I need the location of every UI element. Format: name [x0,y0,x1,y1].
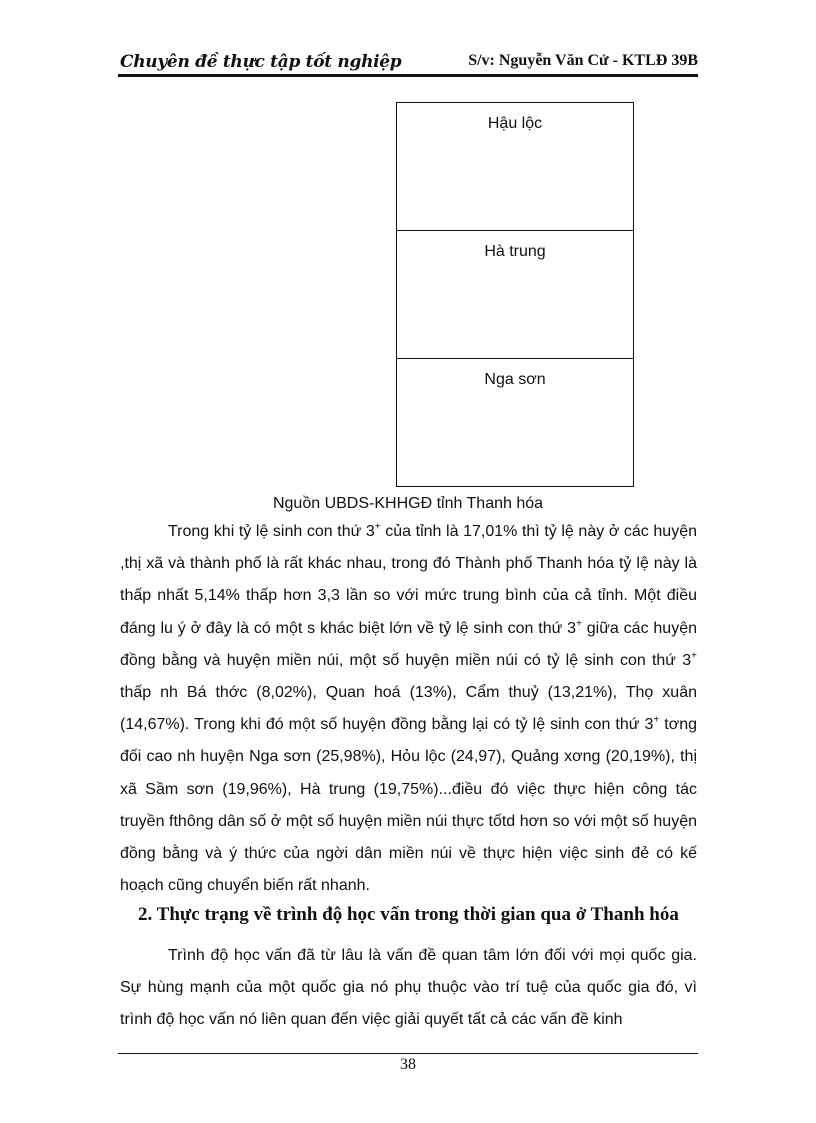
section-heading: 2. Thực trạng về trình độ học vấn trong thời gian qua ở Thanh hóa [138,904,679,925]
header-left-title: Chuyên đề thực tập tốt nghiệp [120,52,402,72]
paragraph2-text: Trình độ học vấn đã từ lâu là vấn đề quan tâm lớn đối với mọi quốc gia. Sự hùng mạnh của một quốc gia nó phụ thuộc vào trí tuệ của quốc gia đó, vì trình độ học vấn nó liên quan đến việc giải quyết tất cả các vấn đề kinh [120,947,697,1029]
source-caption: Nguồn UBDS-KHHGĐ tỉnh Thanh hóa [272,495,544,512]
superscript-plus: + [691,650,697,662]
paragraph1-part3: giữa các huyện đồng bằng và huyện miền núi, một số huyện miền núi có tỷ lệ sinh con thứ 3 [120,619,698,669]
paragraph-birth-rate [120,516,697,902]
superscript-plus: + [653,714,660,726]
paragraph1-part2: của tỉnh là 17,01% thì tỷ lệ này ở các huyện ,thị xã và thành phố là rất khác nhau, trong đó Thành phố Thanh hóa tỷ lệ này là thấp nhất 5,14% thấp hơn 3,3 lần so với mức trung bình của cả tỉnh. Một điều đáng lu ý ở đây là có một s khác biệt lớn về tỷ lệ sinh con thứ 3 [120,523,697,637]
header-right-title: S/v: Nguyễn Văn Cử - KTLĐ 39B [468,52,698,69]
paragraph-education [120,940,697,1037]
superscript-plus: + [576,618,582,630]
paragraph1-part4: thấp nh Bá thớc (8,02%), Quan hoá (13%), Cẩm thuỷ (13,21%), Thọ xuân (14,67%). Trong khi đó một số huyện đồng bằng lại có tỷ lệ sinh con thứ 3 [120,684,697,734]
region-cell-nga-son: Nga sơn [484,371,546,388]
header-rule [118,74,698,77]
region-table [396,102,634,487]
page-number: 38 [400,1056,416,1073]
region-cell-hau-loc: Hậu lộc [397,103,633,231]
region-cell-ha-trung: Hà trung [397,231,633,359]
paragraph1-part1: Trong khi tỷ lệ sinh con thứ 3 [168,523,375,540]
paragraph1-part5: tơng đối cao nh huyện Nga sơn (25,98%), Hỏu lộc (24,97), Quảng xơng (20,19%), thị xã Sầm sơn (19,96%), Hà trung (19,75%)...điều đó việc thực hiện công tác truyền fthông dân số ở một số huyện miền núi thực tốtd hơn so với một số huyện đồng bằng và ý thức của ngời dân miền núi về thực hiện việc sinh đẻ có kế hoạch cũng chuyển biến rất nhanh. [120,716,697,895]
footer-rule [118,1053,698,1054]
superscript-plus: + [374,521,381,533]
